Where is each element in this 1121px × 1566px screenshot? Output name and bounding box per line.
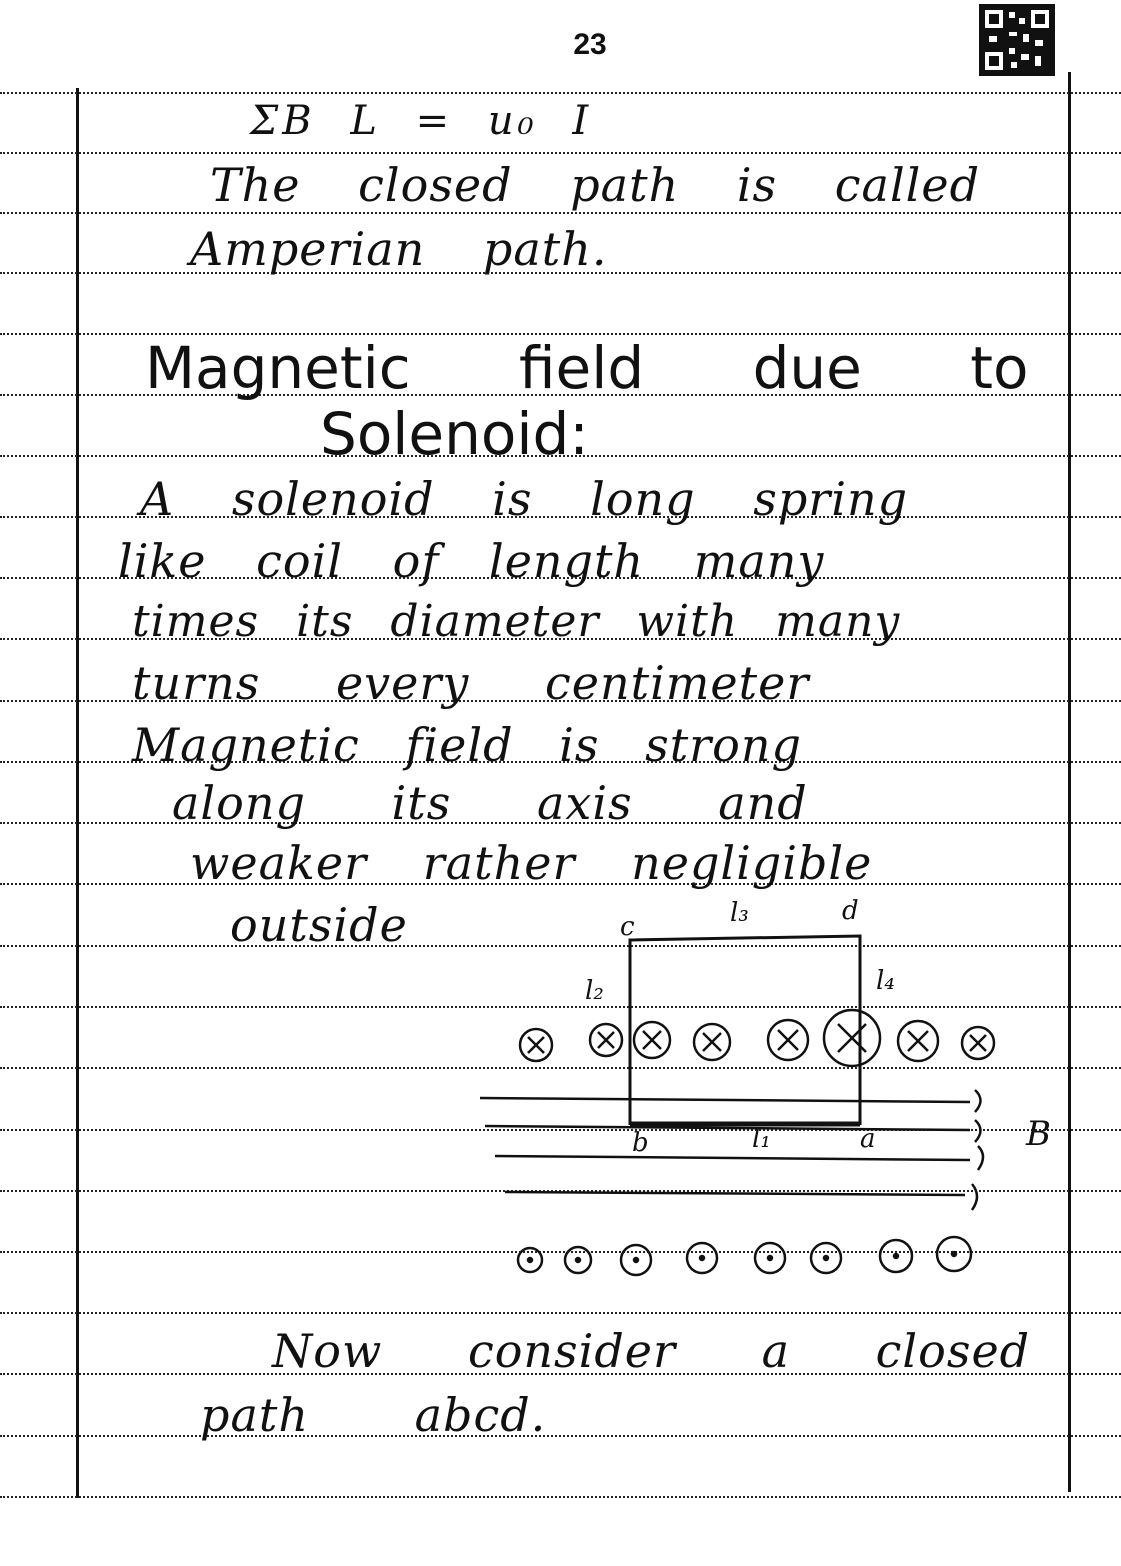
section-heading: Solenoid: (320, 400, 589, 468)
corner-label-a: a (860, 1124, 876, 1154)
section-heading: Magnetic field due to (145, 334, 1029, 402)
ruled-line (0, 92, 1121, 94)
text-line: The closed path is called (210, 158, 981, 212)
length-label-l4: l₄ (876, 966, 895, 996)
text-line: outside (230, 898, 408, 952)
text-line: along its axis and (172, 776, 808, 830)
length-label-l3: l₃ (730, 898, 749, 928)
text-line: Magnetic field is strong (132, 718, 802, 772)
text-line: times its diameter with many (132, 596, 901, 647)
page-number: 23 (573, 28, 607, 61)
length-label-l2: l₂ (585, 976, 604, 1006)
ruled-line (0, 1496, 1121, 1498)
left-margin-line (76, 88, 79, 1498)
text-line: path abcd. (200, 1388, 547, 1442)
corner-label-b: b (632, 1128, 649, 1158)
corner-label-d: d (842, 896, 859, 926)
text-line: weaker rather negligible (190, 836, 873, 890)
length-label-l1: l₁ (752, 1124, 771, 1154)
text-line: Amperian path. (190, 222, 608, 276)
text-line: A solenoid is long spring (140, 472, 909, 526)
qr-code-icon (979, 4, 1055, 76)
ruled-line (0, 212, 1121, 214)
field-lines (480, 1090, 983, 1210)
right-margin-line (1068, 72, 1071, 1492)
amperes-law-formula: ΣB L = u₀ I (250, 98, 593, 144)
coil-row-cross (520, 1010, 994, 1066)
text-line: Now consider a closed (272, 1324, 1031, 1378)
coil-row-dot (518, 1237, 971, 1275)
field-label-b: B (1026, 1114, 1051, 1154)
text-line: like coil of length many (118, 534, 825, 588)
ruled-line (0, 1435, 1121, 1437)
ruled-line (0, 1312, 1121, 1314)
ruled-line (0, 152, 1121, 154)
text-line: turns every centimeter (132, 656, 810, 710)
corner-label-c: c (620, 912, 635, 942)
solenoid-diagram (470, 900, 1060, 1300)
